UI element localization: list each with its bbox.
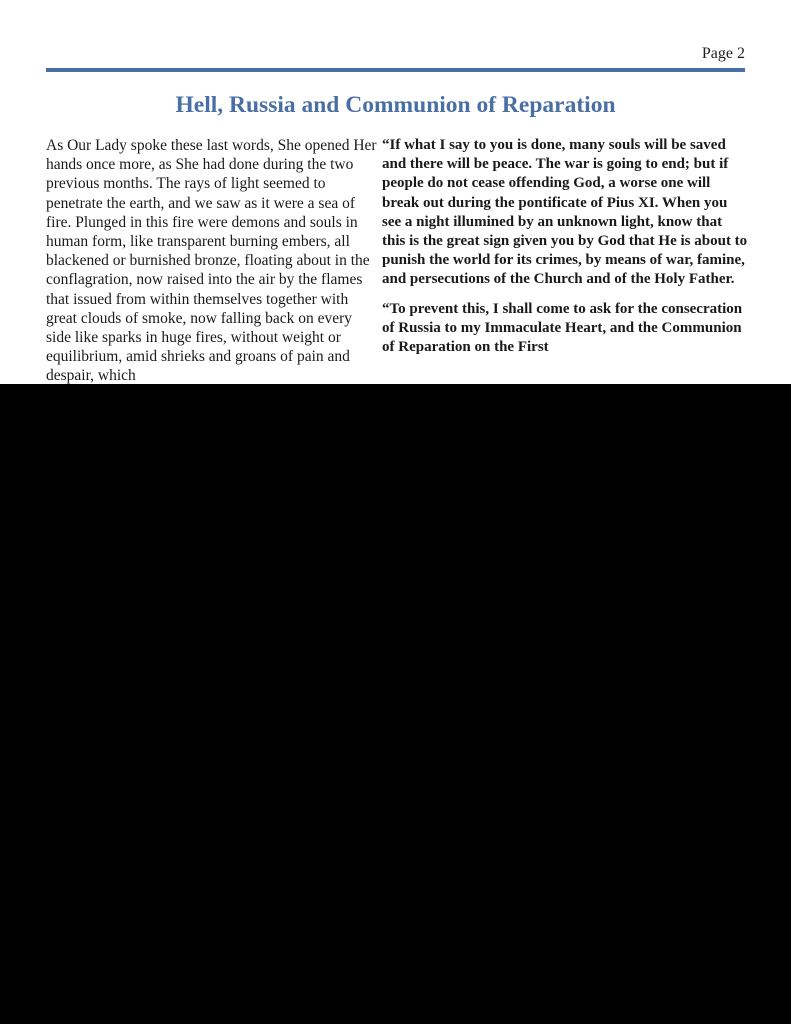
right-paragraph-2: “To prevent this, I shall come to ask for the consecration of Russia to my Immaculate Heart, and the Communion of Reparation on the First	[382, 300, 743, 356]
article-title: Hell, Russia and Communion of Reparation	[175, 92, 616, 118]
redaction-block	[0, 384, 791, 1024]
header-rule	[46, 68, 745, 72]
right-column	[382, 136, 748, 367]
right-paragraph-1: “If what I say to you is done, many souls will be saved and there will be peace. The war is going to end; but if people do not cease offending God, a worse one will break out during the pontificate of Pius XI. When you see a night illumined by an unknown light, know that this is the great sign given you by God that He is about to punish the world for its crimes, by means of war, famine, and persecutions of the Church and of the Holy Father.	[382, 137, 748, 288]
left-column	[46, 136, 379, 396]
left-paragraph-1: As Our Lady spoke these last words, She opened Her hands once more, as She had done during the two previous months. The rays of light seemed to penetrate the earth, and we saw as it were a sea of fire. Plunged in this fire were demons and souls in human form, like transparent burning embers, all blackened or burnished bronze, floating about in the conflagration, now raised into the air by the flames that issued from within themselves together with great clouds of smoke, now falling back on every side like sparks in huge fires, without weight or equilibrium, amid shrieks and groans of pain and despair, which	[46, 137, 377, 385]
page-number: Page 2	[701, 45, 745, 62]
